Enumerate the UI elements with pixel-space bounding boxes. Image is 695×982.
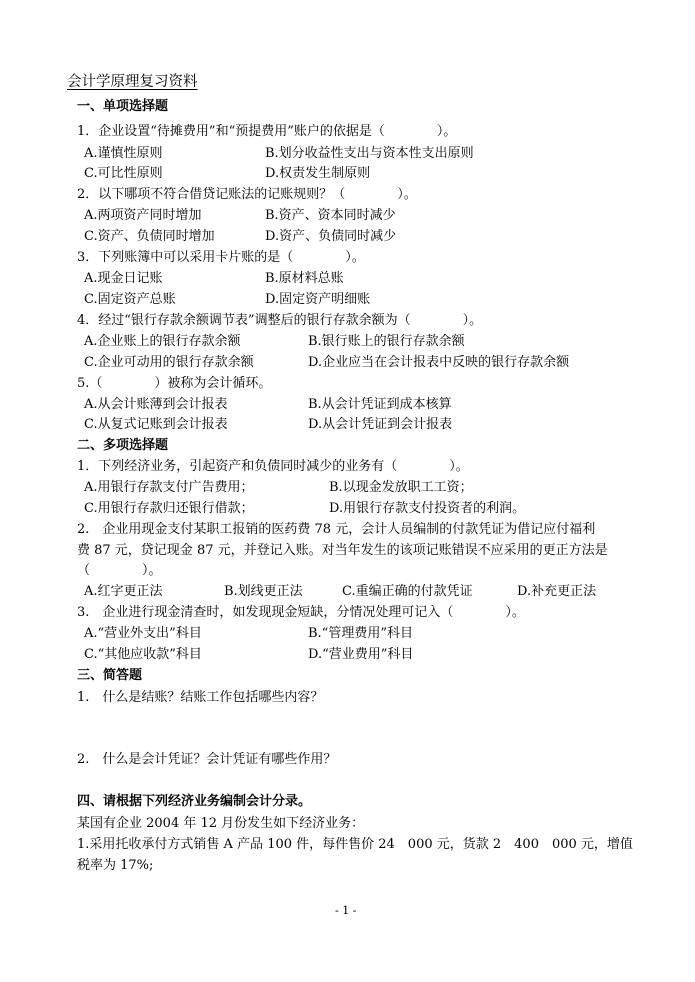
document-title: 会计学原理复习资料 [67,74,198,90]
question-1-4: 4．经过“银行存款余额调节表”调整后的银行存款余额为（ ）。 [77,313,483,328]
option-b: B.划线更正法 [224,584,303,599]
question-1-5: 5.（ ）被称为会计循环。 [77,376,272,391]
option-d: D.权责发生制原则 [265,166,371,181]
section4-intro: 某国有企业 2004 年 12 月份发生如下经济业务： [77,816,365,831]
option-c: C.企业可动用的银行存款余额 [84,355,254,370]
question-2-2-line2: 费 87 元，贷记现金 87 元，并登记入账。对当年发生的该项记账错误不应采用的更正方法是 [77,543,608,558]
option-a: A.红字更正法 [84,584,163,599]
section-heading-multiple-choice: 二、多项选择题 [77,438,169,453]
option-d: D.用银行存款支付投资者的利润。 [329,501,526,516]
page-number: - 1 - [335,904,357,917]
option-a: A.两项资产同时增加 [84,208,202,223]
option-b: B.原材料总账 [265,271,344,286]
option-c: C.用银行存款归还银行借款； [84,501,254,516]
option-d: D.补充更正法 [517,584,597,599]
section-heading-single-choice: 一、单项选择题 [77,99,169,114]
option-b: B.资产、资本同时减少 [265,208,396,223]
question-2-2-line1: 2. 企业用现金支付某职工报销的医药费 78 元，会计人员编制的付款凭证为借记应付福利 [77,522,596,537]
option-c: C.资产、负债同时增加 [84,229,215,244]
short-answer-question-1: 1. 什么是结账？结账工作包括哪些内容？ [77,690,324,705]
short-answer-question-2: 2. 什么是会计凭证？会计凭证有哪些作用？ [77,752,337,767]
question-1-3: 3．下列账簿中可以采用卡片账的是（ ）。 [77,250,365,265]
option-c: C.“其他应收款”科目 [84,647,202,662]
question-2-3: 3. 企业进行现金清查时，如发现现金短缺，分情况处理可记入（ ）。 [77,605,525,620]
option-c: C.固定资产总账 [84,292,176,307]
question-2-1: 1．下列经济业务，引起资产和负债同时减少的业务有（ ）。 [77,459,469,474]
section4-item1-line2: 税率为 17%; [77,858,154,873]
option-a: A.用银行存款支付广告费用； [84,480,254,495]
option-b: B.从会计凭证到成本核算 [308,397,452,412]
question-2-2-line3: （ ）。 [77,563,162,578]
option-a: A.企业账上的银行存款余额 [84,334,241,349]
option-d: D.企业应当在会计报表中反映的银行存款余额 [308,355,570,370]
option-b: B.划分收益性支出与资本性支出原则 [265,146,474,161]
question-1-2: 2．以下哪项不符合借贷记账法的记账规则？（ ）。 [77,187,417,202]
option-d: D.资产、负债同时减少 [265,229,397,244]
option-a: A.“营业外支出”科目 [84,626,202,641]
option-c: C.可比性原则 [84,166,163,181]
option-a: A.从会计账薄到会计报表 [84,397,228,412]
option-c: C.重编正确的付款凭证 [342,584,473,599]
option-b: B.“管理费用”科目 [308,626,413,641]
option-b: B.以现金发放职工工资； [329,480,473,495]
option-c: C.从复式记账到会计报表 [84,417,228,432]
section-heading-journal-entries: 四、请根据下列经济业务编制会计分录。 [77,794,312,809]
section-heading-short-answer: 三、简答题 [77,668,143,683]
option-d: D.“营业费用”科目 [308,647,414,662]
option-d: D.从会计凭证到会计报表 [308,417,453,432]
option-b: B.银行账上的银行存款余额 [308,334,465,349]
question-1-1: 1．企业设置“待摊费用”和“预提费用”账户的依据是（ ）。 [77,124,457,139]
option-a: A.现金日记账 [84,271,163,286]
section4-item1-line1: 1.采用托收承付方式销售 A 产品 100 件，每件售价 24 000 元，货款 2 400 000 元，增值 [77,837,633,852]
option-d: D.固定资产明细账 [265,292,371,307]
option-a: A.谨慎性原则 [84,146,163,161]
